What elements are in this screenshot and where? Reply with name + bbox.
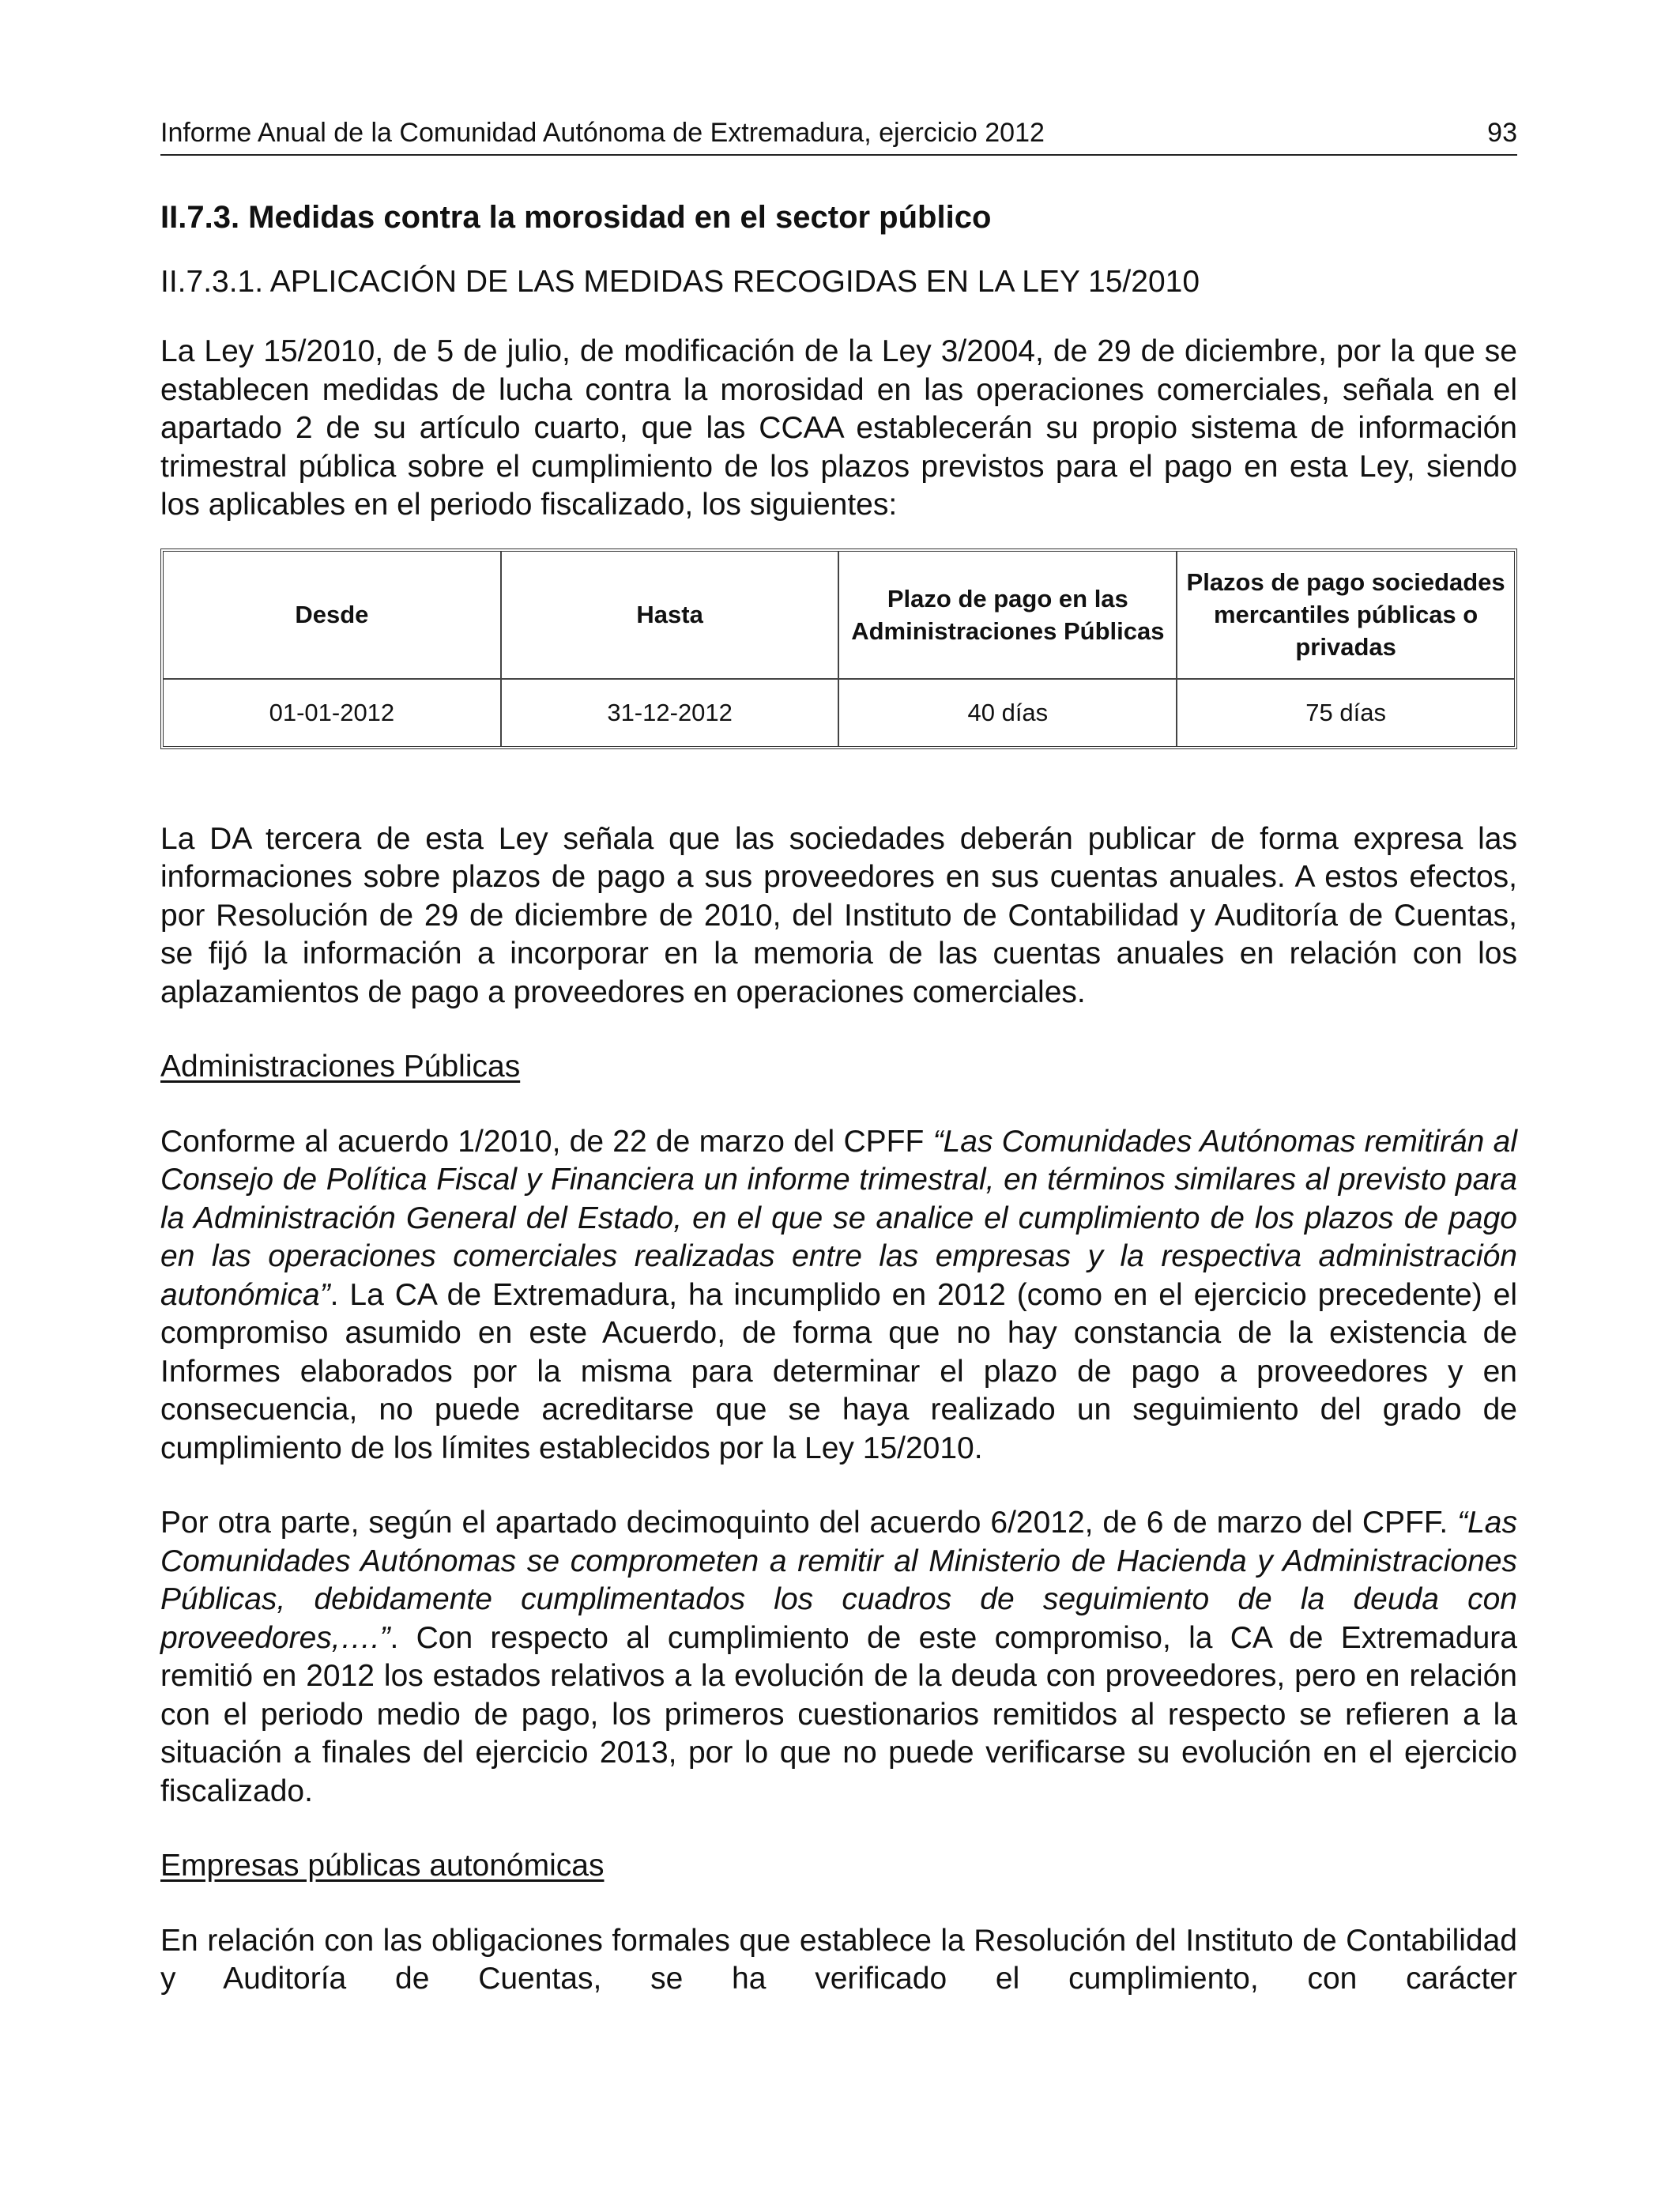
column-header-plazo-administraciones: Plazo de pago en las Administraciones Públicas: [838, 552, 1177, 679]
paragraph-acuerdo-1-2010: [160, 1123, 1517, 1468]
running-title: Informe Anual de la Comunidad Autónoma de Extremadura, ejercicio 2012: [160, 118, 1045, 148]
table-cell: 31-12-2012: [501, 679, 839, 746]
table-row: [164, 679, 1514, 746]
running-header: [160, 115, 1517, 156]
page-number: 93: [1487, 118, 1517, 148]
paragraph-lead: Conforme al acuerdo 1/2010, de 22 de marzo del CPFF: [160, 1124, 933, 1159]
paragraph-intro: La Ley 15/2010, de 5 de julio, de modificación de la Ley 3/2004, de 29 de diciembre, por la que se establecen medidas de lucha contra la morosidad en las operaciones comerciales, señala en el apartado 2 de su artículo cuarto, que las CCAA establecerán su propio sistema de información trimestral pública sobre el cumplimiento de los plazos previstos para el pago en esta Ley, siendo los aplicables en el periodo fiscalizado, los siguientes:: [160, 334, 1517, 522]
paragraph-tail: . Con respecto al cumplimiento de este compromiso, la CA de Extremadura remitió en 2012 los estados relativos a la evolución de la deuda con proveedores, pero en relación con el periodo medio de pago, los primeros cuestionarios remitidos al respecto se refieren a la situación a finales del ejercicio 2013, por lo que no puede verificarse su evolución en el ejercicio fiscalizado.: [160, 1620, 1517, 1808]
subsection-title: II.7.3.1. APLICACIÓN DE LAS MEDIDAS RECOGIDAS EN LA LEY 15/2010: [160, 265, 1200, 299]
paragraph-tail: . La CA de Extremadura, ha incumplido en 2012 (como en el ejercicio precedente) el compromiso asumido en este Acuerdo, de forma que no hay constancia de la existencia de Informes elaborados por la misma para determinar el plazo de pago a proveedores y en consecuencia, no puede acreditarse que se haya realizado un seguimiento del grado de cumplimiento de los límites establecidos por la Ley 15/2010.: [160, 1277, 1517, 1465]
quoted-text: “Las Comunidades Autónomas se comprometen a remitir al Ministerio de Hacienda y Administraciones Públicas, debidamente cumplimentados los cuadros de seguimiento de la deuda con proveedores,….”: [160, 1506, 1517, 1655]
column-header-plazos-sociedades: Plazos de pago sociedades mercantiles públicas o privadas: [1177, 552, 1514, 679]
payment-terms-table: [160, 548, 1517, 749]
paragraph-da-tercera: La DA tercera de esta Ley señala que las sociedades deberán publicar de forma expresa las informaciones sobre plazos de pago a sus proveedores en sus cuentas anuales. A estos efectos, por Resolución de 29 de diciembre de 2010, del Instituto de Contabilidad y Auditoría de Cuentas, se fijó la información a incorporar en la memoria de las cuentas anuales en relación con los aplazamientos de pago a proveedores en operaciones comerciales.: [160, 821, 1517, 1009]
column-header-desde: Desde: [164, 552, 501, 679]
heading-empresas-label: Empresas públicas autonómicas: [160, 1849, 605, 1883]
quoted-text: “Las Comunidades Autónomas remitirán al Consejo de Política Fiscal y Financiera un informe trimestral, en términos similares al previsto para la Administración General del Estado, en el que se analice el cumplimiento de los plazos de pago en las operaciones comerciales realizadas entre las empresas y la respectiva administración autonómica”: [160, 1124, 1517, 1312]
paragraph-lead: Por otra parte, según el apartado decimoquinto del acuerdo 6/2012, de 6 de marzo del CPFF.: [160, 1506, 1458, 1540]
document-page: [160, 115, 1517, 1999]
table-cell: 40 días: [838, 679, 1177, 746]
heading-empresas-publicas: [160, 1847, 1517, 1886]
table-cell: 75 días: [1177, 679, 1514, 746]
table-header-row: [164, 552, 1514, 679]
heading-administraciones-publicas: [160, 1048, 1517, 1087]
paragraph-obligaciones-formales: En relación con las obligaciones formales que establece la Resolución del Instituto de Contabilidad y Auditoría de Cuentas, se ha verificado el cumplimiento, con carácter: [160, 1923, 1517, 1996]
paragraph-acuerdo-6-2012: [160, 1504, 1517, 1811]
heading-administraciones-label: Administraciones Públicas: [160, 1050, 521, 1084]
table-cell: 01-01-2012: [164, 679, 501, 746]
section-title: II.7.3. Medidas contra la morosidad en el sector público: [160, 200, 992, 235]
column-header-hasta: Hasta: [501, 552, 839, 679]
